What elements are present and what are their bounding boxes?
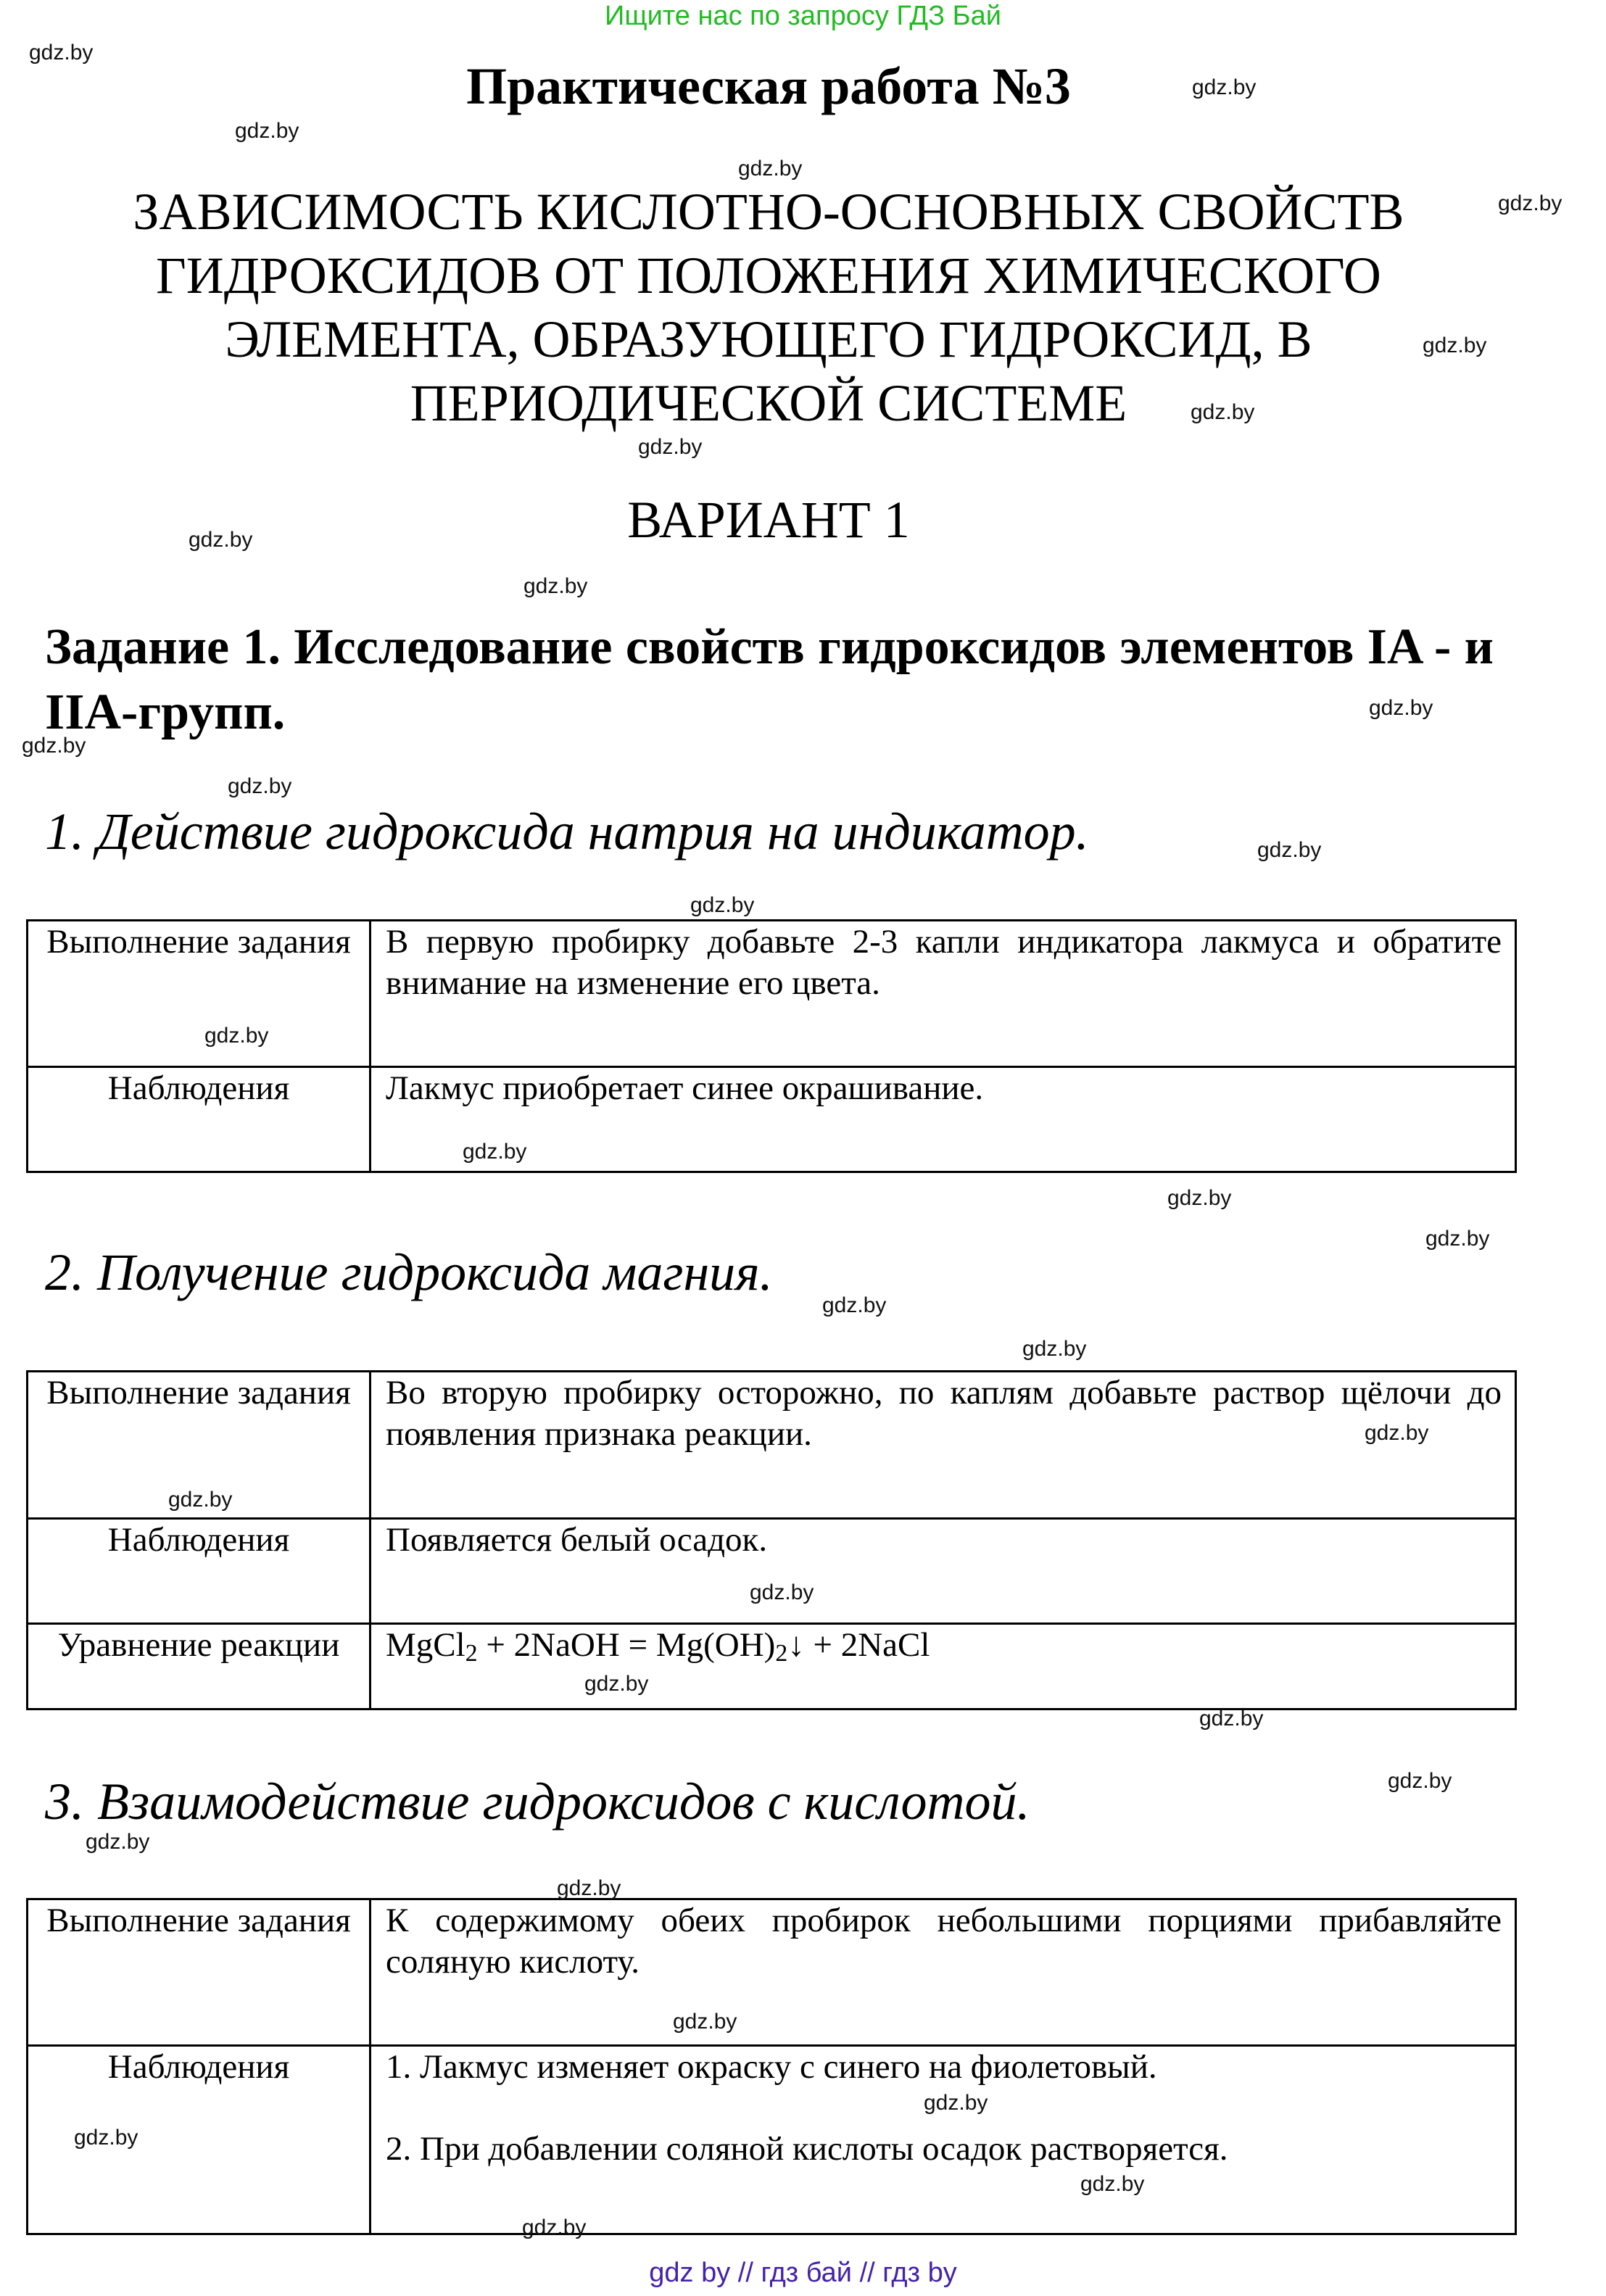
watermark: gdz.by xyxy=(235,119,299,143)
watermark: gdz.by xyxy=(1257,838,1322,862)
row-value xyxy=(371,2046,1516,2234)
section-2-title: 2. Получение гидроксида магния. xyxy=(45,1243,773,1301)
watermark: gdz.by xyxy=(204,1024,269,1048)
watermark: gdz.by xyxy=(557,1876,621,1900)
watermark: gdz.by xyxy=(22,734,86,758)
row-value: К содержимому обеих пробирок небольшими порциями прибавляйте соляную кислоту. xyxy=(371,1899,1516,2046)
table-row xyxy=(28,1519,1516,1624)
watermark: gdz.by xyxy=(1425,1227,1490,1251)
watermark: gdz.by xyxy=(690,893,755,917)
watermark: gdz.by xyxy=(1080,2172,1145,2196)
row-label: Наблюдения xyxy=(28,1067,371,1172)
watermark: gdz.by xyxy=(750,1580,814,1604)
row-label: Выполнение задания xyxy=(28,1372,371,1519)
footer-links: gdz by // гдз бай // гдз by xyxy=(649,2258,957,2288)
row-value: Появляется белый осадок. xyxy=(371,1519,1516,1624)
variant-label: ВАРИАНТ 1 xyxy=(627,491,910,549)
watermark: gdz.by xyxy=(924,2091,988,2115)
watermark: gdz.by xyxy=(189,528,253,552)
watermark: gdz.by xyxy=(1192,75,1257,99)
watermark: gdz.by xyxy=(1369,696,1433,720)
eq-part-2: + 2NaOH = Mg(OH) xyxy=(477,1626,776,1664)
watermark: gdz.by xyxy=(584,1672,649,1696)
watermark: gdz.by xyxy=(822,1293,887,1317)
row-label: Наблюдения xyxy=(28,2046,371,2234)
watermark: gdz.by xyxy=(463,1140,527,1164)
eq-part-1: MgCl xyxy=(386,1626,465,1664)
watermark: gdz.by xyxy=(1423,333,1487,357)
watermark: gdz.by xyxy=(638,435,703,459)
section-3-table xyxy=(26,1898,1517,2235)
row-value: Во вторую пробирку осторожно, по каплям добавьте раствор щёлочи до появления признака реакции. xyxy=(371,1372,1516,1519)
watermark: gdz.by xyxy=(1388,1769,1452,1793)
watermark: gdz.by xyxy=(29,41,94,65)
watermark: gdz.by xyxy=(1022,1337,1087,1361)
watermark: gdz.by xyxy=(673,2010,737,2034)
row-label: Уравнение реакции xyxy=(28,1624,371,1709)
watermark: gdz.by xyxy=(738,157,803,181)
search-banner: Ищите нас по запросу ГДЗ Бай xyxy=(605,1,1001,31)
table-row xyxy=(28,1067,1516,1172)
observation-2: 2. При добавлении соляной кислоты осадок растворяется. xyxy=(386,2130,1228,2168)
reaction-equation xyxy=(371,1624,1516,1709)
watermark: gdz.by xyxy=(74,2126,138,2150)
section-3-title: 3. Взаимодействие гидроксидов с кислотой. xyxy=(45,1773,1030,1831)
eq-part-3: ↓ + 2NaCl xyxy=(787,1626,930,1664)
table-row xyxy=(28,1372,1516,1519)
watermark: gdz.by xyxy=(1167,1186,1232,1210)
watermark: gdz.by xyxy=(1191,400,1255,424)
work-heading: ЗАВИСИМОСТЬ КИСЛОТНО-ОСНОВНЫХ СВОЙСТВ ГИДРОКСИДОВ ОТ ПОЛОЖЕНИЯ ХИМИЧЕСКОГО ЭЛЕМЕНТА, ОБРАЗУЮЩЕГО ГИДРОКСИД, В ПЕРИОДИЧЕСКОЙ СИСТЕМЕ xyxy=(133,183,1404,432)
watermark: gdz.by xyxy=(168,1488,233,1512)
watermark: gdz.by xyxy=(1199,1707,1264,1731)
watermark: gdz.by xyxy=(522,2216,587,2239)
row-value: В первую пробирку добавьте 2-3 капли индикатора лакмуса и обратите внимание на изменение его цвета. xyxy=(371,921,1516,1067)
row-label: Наблюдения xyxy=(28,1519,371,1624)
row-label: Выполнение задания xyxy=(28,921,371,1067)
eq-sub-2: 2 xyxy=(775,1639,788,1667)
row-value: Лакмус приобретает синее окрашивание. xyxy=(371,1067,1516,1172)
section-1-title: 1. Действие гидроксида натрия на индикатор. xyxy=(45,803,1089,861)
watermark: gdz.by xyxy=(86,1830,150,1854)
watermark: gdz.by xyxy=(1498,191,1562,215)
watermark: gdz.by xyxy=(523,574,588,598)
table-row xyxy=(28,1624,1516,1709)
page-title: Практическая работа №3 xyxy=(466,57,1071,115)
table-row xyxy=(28,2046,1516,2234)
watermark: gdz.by xyxy=(228,774,292,798)
observation-1: 1. Лакмус изменяет окраску с синего на фиолетовый. xyxy=(386,2048,1157,2086)
watermark: gdz.by xyxy=(1365,1421,1429,1445)
section-2-table xyxy=(26,1370,1517,1710)
task-title: Задание 1. Исследование свойств гидроксидов элементов IA - и IIA-групп. xyxy=(45,619,1494,740)
table-row xyxy=(28,1899,1516,2046)
eq-sub-1: 2 xyxy=(465,1639,478,1667)
row-label: Выполнение задания xyxy=(28,1899,371,2046)
